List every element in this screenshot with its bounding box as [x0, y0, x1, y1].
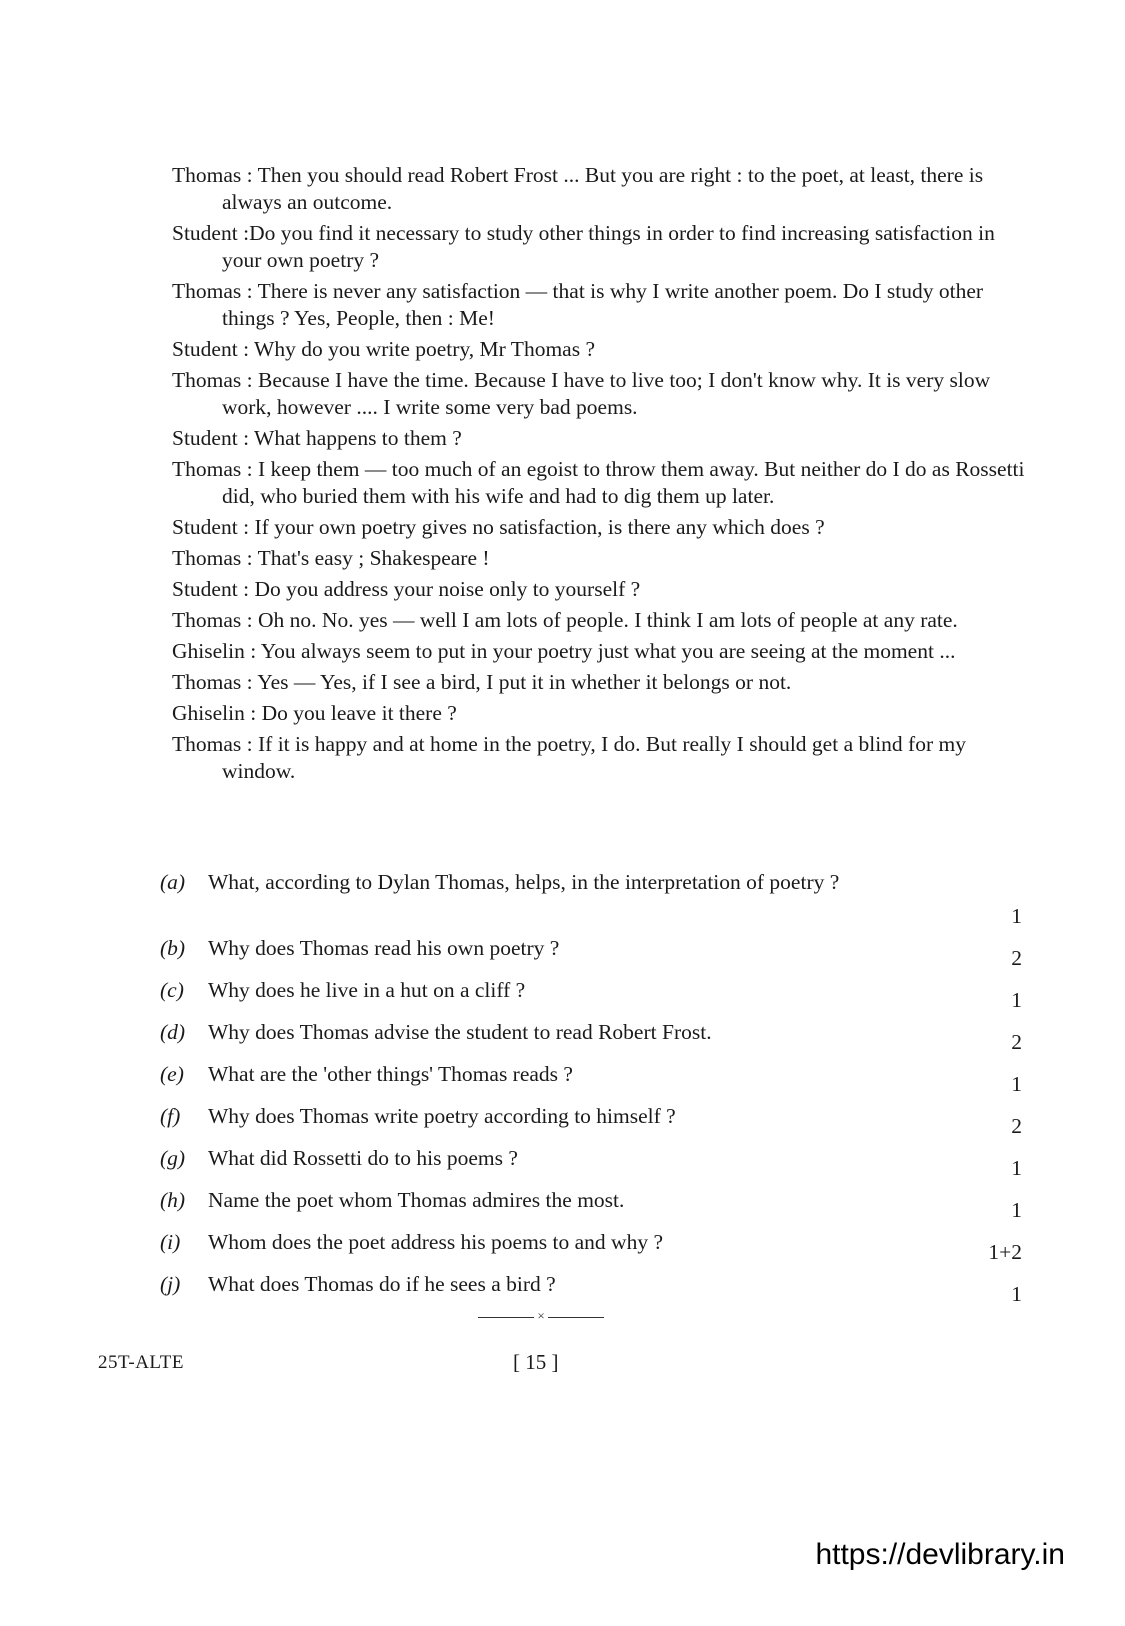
source-watermark: https://devlibrary.in: [815, 1538, 1065, 1571]
question-text: What, according to Dylan Thomas, helps, in the interpretation of poetry ?: [208, 870, 840, 894]
question-label: (a): [160, 870, 186, 894]
question-marks: 2: [1011, 1114, 1022, 1138]
dialogue-text: Yes — Yes, if I see a bird, I put it in whether it belongs or not.: [257, 670, 792, 694]
speaker-separator: :: [237, 337, 255, 361]
question-label: (b): [160, 936, 186, 960]
dialogue-turn: [172, 367, 1032, 421]
question-item: [160, 1230, 1030, 1272]
interview-dialogue: [172, 162, 1032, 789]
speaker-name: Ghiselin: [172, 701, 245, 725]
end-mark-symbol: ×: [537, 1308, 545, 1323]
speaker-separator: :: [237, 577, 255, 601]
dialogue-turn: [172, 669, 1032, 696]
question-item: [160, 1188, 1030, 1230]
speaker-separator: :: [237, 515, 255, 539]
dialogue-turn: [172, 278, 1032, 332]
question-marks: 1+2: [988, 1240, 1022, 1264]
question-label: (h): [160, 1188, 186, 1212]
question-text: What did Rossetti do to his poems ?: [208, 1146, 518, 1170]
dialogue-text: Do you address your noise only to yourself ?: [254, 577, 641, 601]
dialogue-turn: [172, 162, 1032, 216]
question-list: [160, 870, 1030, 1314]
question-item: [160, 936, 1030, 978]
question-label: (c): [160, 978, 184, 1002]
question-marks: 1: [1011, 988, 1022, 1012]
speaker-separator: :: [237, 426, 255, 450]
question-marks: 1: [1011, 1198, 1022, 1222]
question-text: Why does Thomas write poetry according to himself ?: [208, 1104, 676, 1128]
speaker-name: Thomas: [172, 457, 242, 481]
dialogue-text: If your own poetry gives no satisfaction, is there any which does ?: [254, 515, 825, 539]
dialogue-turn: [172, 425, 1032, 452]
speaker-name: Student: [172, 337, 238, 361]
speaker-separator: :: [244, 639, 261, 663]
speaker-separator: :: [244, 701, 262, 725]
dialogue-turn: [172, 220, 1032, 274]
dialogue-text: Do you leave it there ?: [261, 701, 457, 725]
question-marks: 1: [1011, 904, 1022, 928]
speaker-separator: :: [241, 732, 259, 756]
question-text: What are the 'other things' Thomas reads ?: [208, 1062, 573, 1086]
question-text: Why does Thomas read his own poetry ?: [208, 936, 560, 960]
speaker-name: Thomas: [172, 732, 242, 756]
speaker-name: Thomas: [172, 279, 242, 303]
question-text: Why does Thomas advise the student to read Robert Frost.: [208, 1020, 712, 1044]
dialogue-turn: [172, 576, 1032, 603]
speaker-name: Thomas: [172, 368, 242, 392]
dialogue-text: That's easy ; Shakespeare !: [257, 546, 490, 570]
end-mark-rule-left: [478, 1317, 534, 1318]
speaker-name: Ghiselin: [172, 639, 245, 663]
question-marks: 1: [1011, 1156, 1022, 1180]
dialogue-text: Then you should read Robert Frost ... But you are right : to the poet, at least, there is always an outcome.: [222, 163, 984, 214]
question-item: [160, 870, 1030, 936]
question-item: [160, 1062, 1030, 1104]
dialogue-text: Because I have the time. Because I have to live too; I don't know why. It is very slow work, however .... I write some very bad poems.: [222, 368, 991, 419]
dialogue-turn: [172, 545, 1032, 572]
question-label: (e): [160, 1062, 184, 1086]
question-marks: 2: [1011, 946, 1022, 970]
speaker-name: Student: [172, 221, 238, 245]
speaker-name: Student: [172, 515, 238, 539]
question-label: (f): [160, 1104, 181, 1128]
dialogue-text: What happens to them ?: [254, 426, 462, 450]
dialogue-text: There is never any satisfaction — that is why I write another poem. Do I study other things ? Yes, People, then : Me!: [222, 279, 984, 330]
dialogue-text: You always seem to put in your poetry just what you are seeing at the moment ...: [260, 639, 956, 663]
question-label: (d): [160, 1020, 186, 1044]
dialogue-text: Oh no. No. yes — well I am lots of people. I think I am lots of people at any rate.: [258, 608, 958, 632]
question-label: (j): [160, 1272, 181, 1296]
speaker-separator: :: [241, 546, 258, 570]
paper-code: 25T-ALTE: [98, 1352, 184, 1373]
speaker-name: Student: [172, 426, 238, 450]
speaker-name: Thomas: [172, 608, 242, 632]
page-number: [ 15 ]: [513, 1350, 559, 1374]
question-marks: 2: [1011, 1030, 1022, 1054]
speaker-separator: :: [241, 279, 258, 303]
speaker-separator: :: [237, 221, 250, 245]
dialogue-text: Do you find it necessary to study other things in order to find increasing satisfaction in your own poetry ?: [222, 221, 995, 272]
end-of-section-mark: [470, 1308, 612, 1324]
dialogue-text: If it is happy and at home in the poetry, I do. But really I should get a blind for my window.: [222, 732, 966, 783]
question-item: [160, 978, 1030, 1020]
question-label: (i): [160, 1230, 181, 1254]
question-item: [160, 1104, 1030, 1146]
question-label: (g): [160, 1146, 186, 1170]
speaker-name: Student: [172, 577, 238, 601]
dialogue-turn: [172, 514, 1032, 541]
dialogue-turn: [172, 638, 1032, 665]
dialogue-text: Why do you write poetry, Mr Thomas ?: [254, 337, 595, 361]
speaker-name: Thomas: [172, 670, 242, 694]
question-marks: 1: [1011, 1072, 1022, 1096]
speaker-name: Thomas: [172, 163, 242, 187]
speaker-name: Thomas: [172, 546, 242, 570]
speaker-separator: :: [241, 368, 259, 392]
dialogue-turn: [172, 607, 1032, 634]
speaker-separator: :: [241, 670, 258, 694]
dialogue-turn: [172, 456, 1032, 510]
question-item: [160, 1146, 1030, 1188]
question-text: Why does he live in a hut on a cliff ?: [208, 978, 526, 1002]
question-text: What does Thomas do if he sees a bird ?: [208, 1272, 556, 1296]
speaker-separator: :: [241, 163, 258, 187]
end-mark-rule-right: [548, 1317, 604, 1318]
dialogue-text: I keep them — too much of an egoist to throw them away. But neither do I do as Rossetti did, who buried them with his wife and had to dig them up later.: [222, 457, 1025, 508]
speaker-separator: :: [241, 457, 259, 481]
speaker-separator: :: [241, 608, 259, 632]
question-text: Name the poet whom Thomas admires the most.: [208, 1188, 625, 1212]
dialogue-turn: [172, 700, 1032, 727]
dialogue-turn: [172, 336, 1032, 363]
question-marks: 1: [1011, 1282, 1022, 1306]
question-text: Whom does the poet address his poems to and why ?: [208, 1230, 663, 1254]
question-item: [160, 1020, 1030, 1062]
dialogue-turn: [172, 731, 1032, 785]
